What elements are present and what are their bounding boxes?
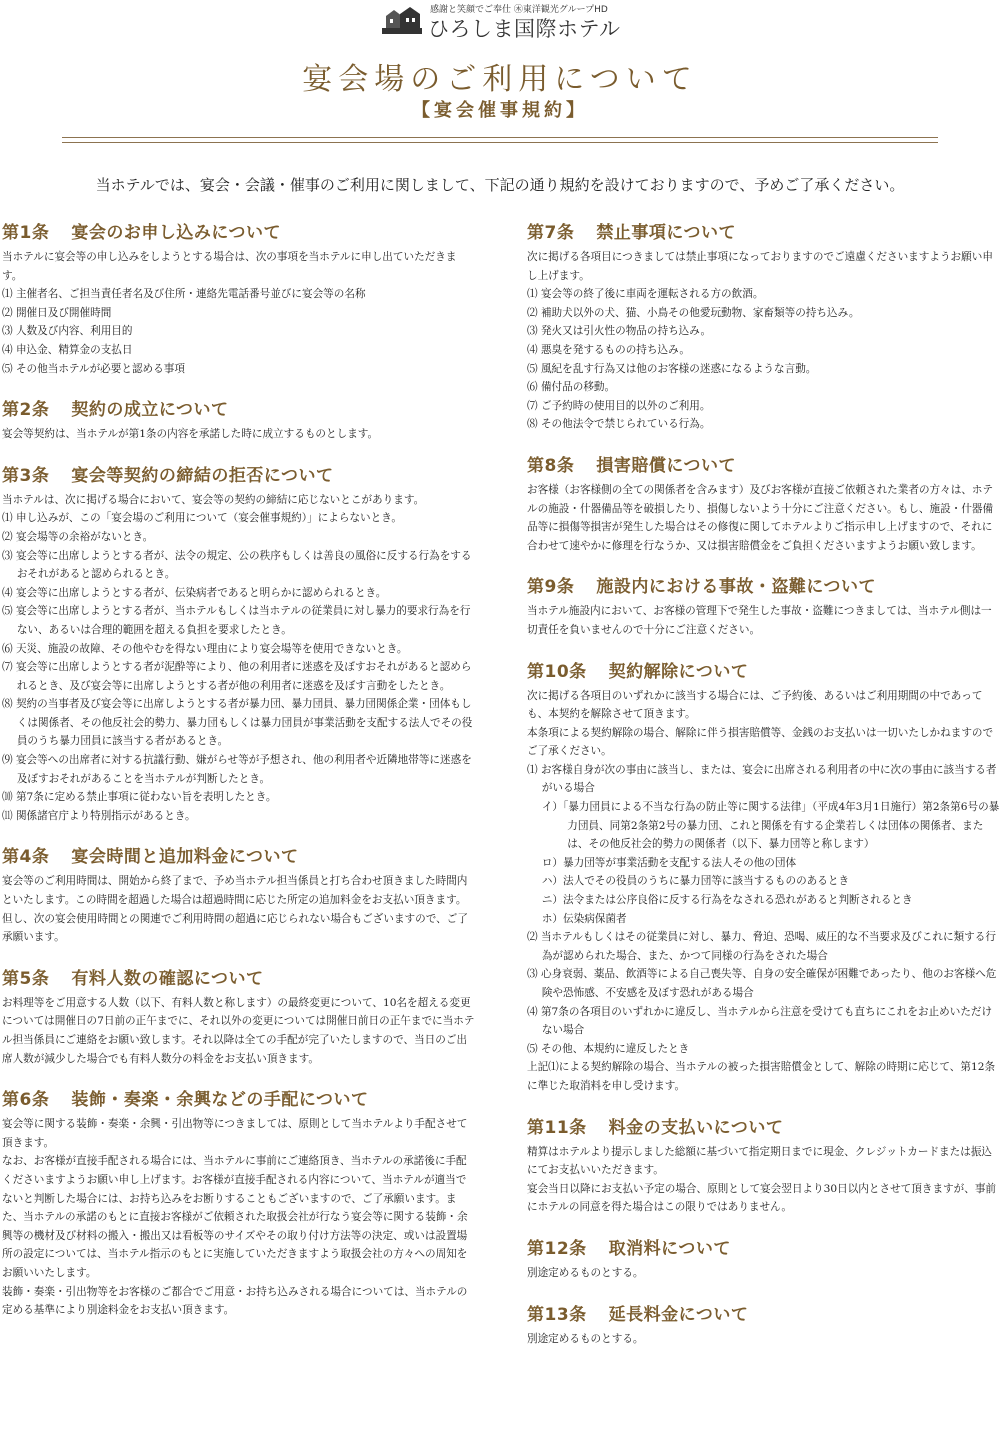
article-number: 第11条 xyxy=(527,1117,587,1138)
article-heading xyxy=(527,1117,1000,1139)
article-section xyxy=(527,1238,1000,1283)
article-heading xyxy=(2,846,476,868)
article-list-item: ⑸ 風紀を乱す行為又は他のお客様の迷惑になるような言動。 xyxy=(527,362,817,375)
logo-name: ひろしま国際ホテル xyxy=(428,17,621,41)
article-list-item: ⑸ 宴会等に出席しようとする者が、当ホテルもしくは当ホテルの従業員に対し暴力的要求行為を行ない、あるいは合理的範囲を超える負担を要求したとき。 xyxy=(2,605,471,636)
article-list-item: ⑸ その他、本規約に違反したとき xyxy=(527,1042,690,1055)
article-list-item: ⑴ 宴会等の終了後に車両を運転される方の飲酒。 xyxy=(527,288,764,301)
article-paragraph: 装飾・奏楽・引出物等をお客様のご都合でご用意・お持ち込みされる場合については、当ホテルの定める基準により別途料金をお支払い頂きます。 xyxy=(2,1285,468,1317)
article-title: 損害賠償について xyxy=(596,455,737,476)
article-list-item: ⑷ 第7条の各項目のいずれかに違反し、当ホテルから注意を受けても直ちにこれをお止めいただけない場合 xyxy=(527,1005,993,1037)
article-paragraph: お客様（お客様側の全ての関係者を含みます）及びお客様が直接ご依頼された業者の方々は、ホテルの施設・什器備品等を破損したり、損傷しないよう十分にご注意ください。もし、施設・什器備品等に損傷等損害が発生した場合はその修復に関してホテルよりご指示申し上げますので、それに合わせて速やかに修理を行なうか、又は損害賠償金をご負担くださいますようお願い致します。 xyxy=(527,483,994,552)
article-number: 第7条 xyxy=(527,223,575,243)
article-paragraph: 宴会等に関する装飾・奏楽・余興・引出物等につきましては、原則として当ホテルより手配させて頂きます。 xyxy=(2,1118,468,1149)
article-paragraph: 宴会等契約は、当ホテルが第1条の内容を承諾した時に成立するものとします。 xyxy=(2,428,379,441)
article-sub-item: ハ）法人でその役員のうちに暴力団等に該当するもののあるとき xyxy=(541,875,850,888)
article-heading xyxy=(2,1089,476,1111)
article-paragraph: 別途定めるものとする。 xyxy=(527,1332,644,1345)
article-heading xyxy=(2,222,476,244)
article-heading xyxy=(527,661,1000,683)
article-list-item: ⑻ その他法令で禁じられている行為。 xyxy=(527,418,711,431)
article-title: 料金の支払いについて xyxy=(608,1117,784,1138)
article-list-item: ⑷ 申込金、精算金の支払日 xyxy=(2,343,133,356)
article-sub-item: ニ）法令または公序良俗に反する行為をなされる恐れがあると判断されるとき xyxy=(541,894,913,907)
article-list-item: ⑹ 備付品の移動。 xyxy=(527,381,616,394)
article-paragraph: 精算はホテルより提示しました総額に基づいて指定期日までに現金、クレジットカードまたは振込にてお支払いいただきます。 xyxy=(527,1145,993,1177)
article-heading xyxy=(2,968,476,990)
page-header xyxy=(0,0,1000,150)
article-number: 第9条 xyxy=(527,577,575,598)
article-number: 第3条 xyxy=(2,465,50,486)
article-paragraph: 当ホテルに宴会等の申し込みをしようとする場合は、次の事項を当ホテルに申し出ていただきます。 xyxy=(2,251,457,282)
page-title: 宴会場のご利用について xyxy=(302,62,698,97)
article-list-item: ⑶ 心身衰弱、薬品、飲酒等による自己喪失等、自身の安全確保が困難であったり、他のお客様へ危険や恐怖感、不安感を及ぼす恐れがある場合 xyxy=(527,968,997,999)
article-list-item: ⑸ その他当ホテルが必要と認める事項 xyxy=(2,362,185,375)
article-number: 第2条 xyxy=(2,400,50,421)
right-column xyxy=(527,222,1000,1369)
article-title: 取消料について xyxy=(608,1238,731,1259)
article-title: 宴会時間と追加料金について xyxy=(71,847,299,868)
article-number: 第12条 xyxy=(527,1238,587,1259)
article-title: 契約の成立について xyxy=(71,400,229,421)
article-heading xyxy=(2,399,476,421)
article-title: 契約解除について xyxy=(608,661,749,682)
article-section xyxy=(2,968,476,1068)
article-title: 宴会等契約の締結の拒否について xyxy=(71,465,334,486)
article-section xyxy=(527,576,1000,639)
article-number: 第8条 xyxy=(527,455,575,476)
article-paragraph: 次に掲げる各項目のいずれかに該当する場合には、ご予約後、あるいはご利用期間の中であっても、本契約を解除させて頂きます。 xyxy=(527,689,983,721)
article-list-item: ⑵ 宴会場等の余裕がないとき。 xyxy=(2,530,154,543)
article-heading xyxy=(527,1238,1000,1260)
article-paragraph: お料理等をご用意する人数（以下、有料人数と称します）の最終変更について、10名を超える変更については開催日の7日前の正午までに、それ以外の変更については開催日前日の正午までに当ホテル担当係員にご連絡をお願い致します。それ以降は全ての手配が完了いたしますので、当日のご出席人数が減少した場合でも有料人数分の料金をお支払い頂きます。 xyxy=(2,996,475,1065)
hotel-building-icon xyxy=(380,4,424,36)
article-list-item: ⑺ ご予約時の使用目的以外のご利用。 xyxy=(527,399,711,412)
article-number: 第10条 xyxy=(527,661,587,682)
article-title: 禁止事項について xyxy=(596,223,737,243)
article-number: 第4条 xyxy=(2,847,50,868)
article-paragraph: 次に掲げる各項目につきましては禁止事項になっておりますのでご遠慮くださいますようお願い申し上げます。 xyxy=(527,251,993,282)
article-number: 第13条 xyxy=(527,1304,587,1325)
article-list-item: ⑼ 宴会等への出席者に対する抗議行動、嫌がらせ等が予想され、他の利用者や近隣地帯等に迷惑を及ぼすおそれがあることを当ホテルが判断したとき。 xyxy=(2,754,472,785)
article-section xyxy=(527,222,1000,434)
article-title: 宴会のお申し込みについて xyxy=(71,223,282,243)
left-column xyxy=(2,222,476,1341)
article-section xyxy=(2,399,476,444)
article-section xyxy=(2,846,476,946)
article-heading xyxy=(527,1304,1000,1326)
article-paragraph: 宴会当日以降にお支払い予定の場合、原則として宴会翌日より30日以内とさせて頂きますが、事前にホテルの同意を得た場合はこの限りではありません。 xyxy=(527,1182,997,1214)
article-list-item: ⑵ 補助犬以外の犬、猫、小鳥その他愛玩動物、家畜類等の持ち込み。 xyxy=(527,306,860,319)
article-sub-item: イ）「暴力団員による不当な行為の防止等に関する法律」（平成4年3月1日施行）第2条第6号の暴力団員、同第2条第2号の暴力団、これと関係を有する企業若しくは団体の関係者、または、その他反社会的勢力の関係者（以下、暴力団等と称します） xyxy=(541,801,1000,851)
article-title: 有料人数の確認について xyxy=(71,968,264,989)
article-section xyxy=(2,222,476,378)
article-paragraph: なお、お客様が直接手配される場合には、当ホテルに事前にご連絡頂き、当ホテルの承諾後に手配くださいますようお願い申し上げます。お客様が直接手配される内容について、当ホテルが適当でないと判断した場合には、お持ち込みをお断りすることもございますので、ご了承願います。また、当ホテルの承諾のもとに直接お客様がご依頼された取扱会社が行なう宴会等に関する装飾・余興等の機材及び材料の搬入・搬出又は看板等のサイズやその取り付け方法等の決定、或いは設置場所の設定については、当ホテル指示のもとに実施していただきますよう取扱会社の方々への周知をお願いいたします。 xyxy=(2,1155,468,1279)
article-list-item: ⑷ 宴会等に出席しようとする者が、伝染病者であると明らかに認められるとき。 xyxy=(2,586,387,599)
article-list-item: ⑵ 開催日及び開催時間 xyxy=(2,306,112,319)
title-divider-top xyxy=(62,137,938,138)
article-paragraph: 別途定めるものとする。 xyxy=(527,1266,644,1279)
article-number: 第5条 xyxy=(2,968,50,989)
article-title: 施設内における事故・盗難について xyxy=(596,577,877,598)
article-list-item: ⑺ 宴会等に出席しようとする者が泥酔等により、他の利用者に迷惑を及ぼすおそれがあると認められるとき、及び宴会等に出席しようとする者が他の利用者に迷惑を及ぼす言動をしたとき。 xyxy=(2,661,472,692)
article-paragraph: 当ホテル施設内において、お客様の管理下で発生した事故・盗難につきましては、当ホテル側は一切責任を負いませんので十分にご注意ください。 xyxy=(527,605,992,636)
article-list-item: ⑵ 当ホテルもしくはその従業員に対し、暴力、脅迫、恐喝、威圧的な不当要求及びこれに類する行為が認められた場合、また、かつて同様の行為をされた場合 xyxy=(527,931,996,962)
article-paragraph: 上記⑴による契約解除の場合、当ホテルの被った損害賠償金として、解除の時期に応じて、第12条に準じた取消料を申し受けます。 xyxy=(527,1061,996,1092)
article-list-item: ⑽ 第7条に定める禁止事項に従わない旨を表明したとき。 xyxy=(2,791,277,804)
article-section xyxy=(527,1117,1000,1217)
article-list-item: ⑶ 宴会等に出席しようとする者が、法令の規定、公の秩序もしくは善良の風俗に反する行為をするおそれがあると認められるとき。 xyxy=(2,549,472,581)
article-section xyxy=(527,1304,1000,1349)
article-list-item: ⑻ 契約の当事者及び宴会等に出席しようとする者が暴力団、暴力団員、暴力団関係企業・団体もしくは関係者、その他反社会的勢力、暴力団もしくは暴力団員が事業活動を支配する法人でその役員のうち暴力団員に該当する者があるとき。 xyxy=(2,698,473,748)
hotel-logo[interactable] xyxy=(380,2,630,41)
article-heading xyxy=(2,465,476,487)
article-section xyxy=(527,661,1000,1096)
page-subtitle: 【宴会催事規約】 xyxy=(412,100,588,121)
article-list-item: ⑴ 申し込みが、この「宴会場のご利用について（宴会催事規約）」によらないとき。 xyxy=(2,512,402,525)
article-title: 装飾・奏楽・余興などの手配について xyxy=(71,1090,369,1111)
article-list-item: ⑾ 関係諸官庁より特別指示があるとき。 xyxy=(2,809,196,822)
article-list-item: ⑶ 発火又は引火性の物品の持ち込み。 xyxy=(527,325,712,338)
article-paragraph: 宴会等のご利用時間は、開始から終了まで、予め当ホテル担当係員と打ち合わせ頂きました時間内といたします。この時間を超過した場合は超過時間に応じた所定の追加料金をお支払い頂きます。 xyxy=(2,875,468,907)
article-sub-item: ロ）暴力団等が事業活動を支配する法人その他の団体 xyxy=(541,856,797,869)
title-divider-bottom xyxy=(62,142,938,143)
article-list-item: ⑴ お客様自身が次の事由に該当し、または、宴会に出席される利用者の中に次の事由に該当する者がいる場合 xyxy=(527,763,997,795)
article-section xyxy=(2,1089,476,1320)
article-paragraph: 本条項による契約解除の場合、解除に伴う損害賠償等、金銭のお支払いは一切いたしかねますのでご了承ください。 xyxy=(527,726,994,758)
article-list-item: ⑷ 悪臭を発するものの持ち込み。 xyxy=(527,343,690,356)
article-sub-item: ホ）伝染病保菌者 xyxy=(541,912,627,925)
article-heading xyxy=(527,222,1000,244)
article-heading xyxy=(527,576,1000,598)
article-section xyxy=(527,455,1000,555)
article-number: 第1条 xyxy=(2,223,50,243)
article-list-item: ⑹ 天災、施設の故障、その他やむを得ない理由により宴会場等を使用できないとき。 xyxy=(2,642,408,655)
article-paragraph: 当ホテルは、次に掲げる場合において、宴会等の契約の締結に応じないとこがあります。 xyxy=(2,493,425,506)
intro-text: 当ホテルでは、宴会・会議・催事のご利用に関しまして、下記の通り規約を設けておりますので、予めご了承ください。 xyxy=(95,176,905,194)
article-paragraph: 但し、次の宴会使用時間との関連でご利用時間の超過に応じられない場合もございますので、ご了承願います。 xyxy=(2,912,468,944)
article-number: 第6条 xyxy=(2,1090,50,1111)
article-title: 延長料金について xyxy=(608,1304,749,1325)
article-heading xyxy=(527,455,1000,477)
logo-tagline: 感謝と笑顔でご奉仕 ㊍東洋観光グループHD xyxy=(430,5,608,15)
article-section xyxy=(2,465,476,826)
article-list-item: ⑶ 人数及び内容、利用目的 xyxy=(2,325,133,338)
article-list-item: ⑴ 主催者名、ご担当責任者名及び住所・連絡先電話番号並びに宴会等の名称 xyxy=(2,288,366,301)
